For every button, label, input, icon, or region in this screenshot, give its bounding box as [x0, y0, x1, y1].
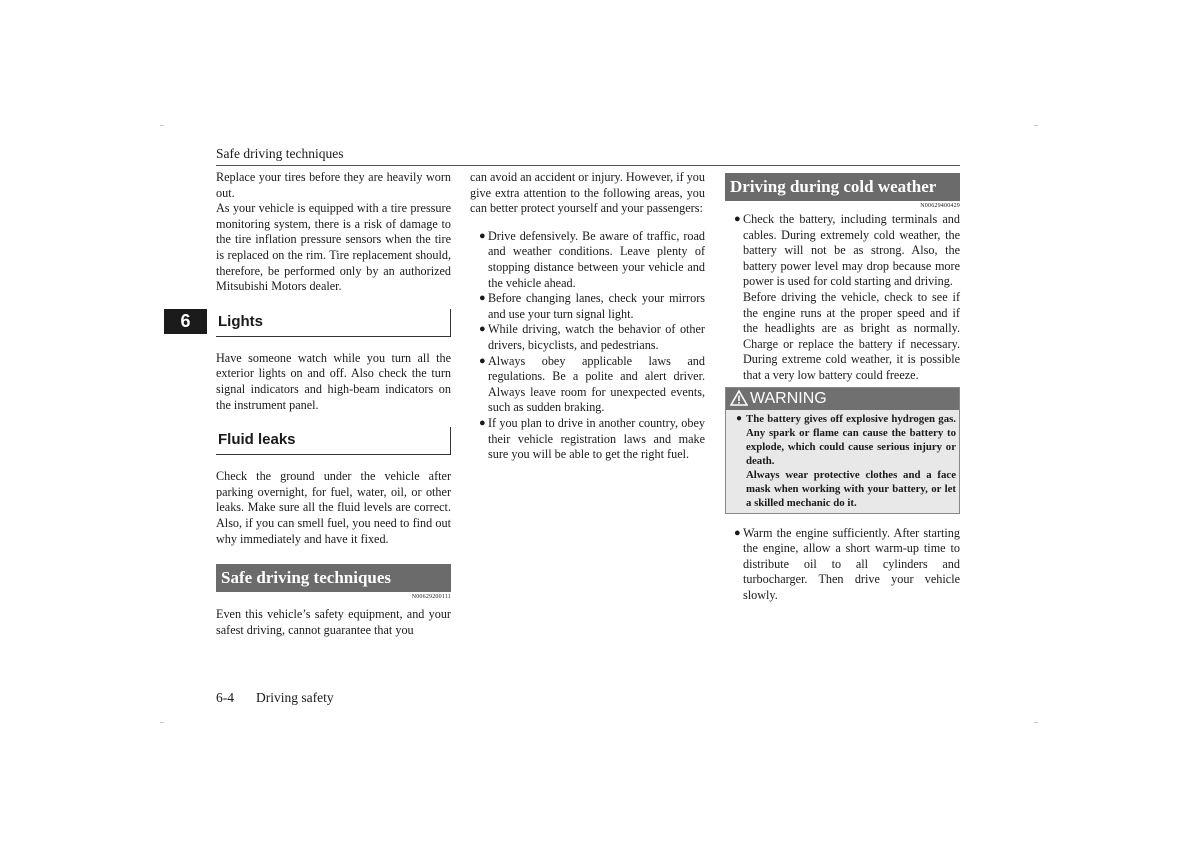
crop-mark	[160, 722, 164, 723]
section-code: N00629400429	[920, 203, 960, 209]
list-item: ● The battery gives off explosive hydrogen gas. Any spark or flame can cause the battery to explode, which could cause serious injury or death.	[736, 412, 956, 467]
list-item: ● If you plan to drive in another country, obey their vehicle registration laws and make sure you will be able to get the right fuel.	[479, 415, 705, 462]
bullet-icon: ●	[734, 213, 741, 225]
cold-weather-heading: Driving during cold weather	[725, 173, 960, 201]
bullet-icon: ●	[479, 354, 486, 367]
engine-list	[725, 526, 960, 604]
crop-mark	[160, 125, 164, 126]
lights-text: Have someone watch while you turn all the exterior lights on and off. Also check the turn signal indicators and high-beam indicators on the instrument panel.	[216, 350, 451, 412]
warning-header	[726, 388, 959, 410]
list-item: ● Drive defensively. Be aware of traffic, road and weather conditions. Leave plenty of stopping distance between your vehicle and the vehicle ahead.	[479, 228, 705, 290]
column-left	[216, 170, 451, 638]
safe-driving-heading: Safe driving techniques	[216, 564, 451, 592]
bullet-icon: ●	[736, 412, 743, 424]
bullet-icon: ●	[734, 526, 741, 539]
chapter-title: Driving safety	[256, 690, 334, 705]
section-code: N00629200111	[411, 594, 451, 601]
bullet-icon: ●	[479, 323, 486, 336]
bullet-icon: ●	[479, 416, 486, 429]
warning-body	[726, 410, 959, 513]
header-divider	[216, 165, 960, 166]
column-middle	[470, 170, 705, 463]
chapter-tab: 6	[164, 309, 207, 334]
tire-paragraph-1: Replace your tires before they are heavily worn out.	[216, 170, 451, 200]
list-item: ● Always obey applicable laws and regulations. Be a polite and alert driver. Always leave room for unexpected events, such as sudden braking.	[479, 353, 705, 415]
safe-driving-text: Even this vehicle’s safety equipment, and your safest driving, cannot guarantee that you	[216, 607, 451, 637]
list-item: ● While driving, watch the behavior of other drivers, bicyclists, and pedestrians.	[479, 322, 705, 352]
continued-text: can avoid an accident or injury. However, if you give extra attention to the following areas, you can better protect yourself and your passengers:	[470, 170, 705, 216]
tire-paragraph-2: As your vehicle is equipped with a tire pressure monitoring system, there is a risk of damage to the tire inflation pressure sensors when the tire is replaced on the rim. Tire replacement should, therefore, be performed only by an authorized Mitsubishi Motors dealer.	[216, 201, 451, 294]
warning-triangle-icon	[730, 390, 748, 413]
warning-note: Always wear protective clothes and a face mask when working with your battery, or let a skilled mechanic do it.	[746, 468, 956, 509]
list-item: ● Before changing lanes, check your mirrors and use your turn signal light.	[479, 291, 705, 321]
list-item: ● Check the battery, including terminals and cables. During extremely cold weather, the battery will not be as strong. Also, the battery power level may drop because more power is used for cold starting and driving.	[734, 212, 960, 289]
bullet-icon: ●	[479, 229, 486, 242]
bullet-icon: ●	[479, 292, 486, 305]
fluid-leaks-heading: Fluid leaks	[216, 427, 451, 455]
warning-box	[725, 387, 960, 514]
list-item: ● Warm the engine sufficiently. After starting the engine, allow a short warm-up time to distribute oil to all cylinders and turbocharger. Then drive your vehicle slowly.	[734, 525, 960, 602]
page-number: 6-4	[216, 690, 234, 705]
crop-mark	[1034, 125, 1038, 126]
battery-list	[725, 212, 960, 290]
battery-note: Before driving the vehicle, check to see if the engine runs at the proper speed and if the headlights are as bright as normally. Charge or replace the battery if necessary. During extreme cold weather, it is possible that a very low battery could freeze.	[743, 289, 960, 382]
crop-mark	[1034, 722, 1038, 723]
page-footer	[216, 690, 334, 706]
driving-tips-list	[470, 229, 705, 463]
column-right	[725, 170, 960, 604]
lights-heading: Lights	[216, 309, 451, 337]
running-header: Safe driving techniques	[216, 146, 344, 161]
fluid-leaks-text: Check the ground under the vehicle after parking overnight, for fuel, water, oil, or other leaks. Make sure all the fluid levels are correct. Also, if you can smell fuel, you need to find out why immediately and have it fixed.	[216, 469, 451, 546]
warning-label: WARNING	[750, 389, 827, 407]
